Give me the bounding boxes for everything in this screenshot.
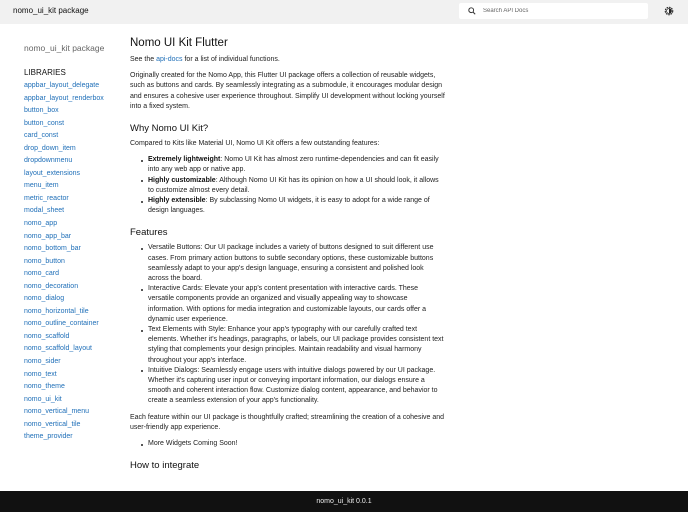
sidebar-item-metric-reactor[interactable]: metric_reactor xyxy=(24,194,69,202)
sidebar-item-layout-extensions[interactable]: layout_extensions xyxy=(24,169,81,177)
feature-item: Versatile Buttons: Our UI package includes a variety of buttons designed to suit different use cases. From primary action buttons to subtle secondary options, these customizable buttons seamlessly adapt to your app's design language, ensuring a consistent and polished look across the board. xyxy=(148,243,446,284)
intro-paragraph: Originally created for the Nomo App, this Flutter UI package offers a collection of reusable widgets, such as buttons and cards. By seamlessly integrating as a submodule, it encourages modular design and ensures a cohesive user experience throughout. Simplify UI development without locking yourself into a fixed system. xyxy=(130,72,445,110)
see-docs-paragraph xyxy=(130,55,446,65)
sidebar-item-appbar-layout-renderbox[interactable]: appbar_layout_renderbox xyxy=(24,94,104,102)
sidebar-item-nomo-dialog[interactable]: nomo_dialog xyxy=(24,295,65,303)
sidebar-item-nomo-vertical-tile[interactable]: nomo_vertical_tile xyxy=(24,420,81,428)
feature-item: Interactive Cards: Elevate your app's content presentation with interactive cards. These versatile components provide an organized and visually appealing way to showcase information. With options for media integration and customizable layouts, our cards offer a dynamic user experience. xyxy=(148,284,446,325)
integrate-heading: How to integrate xyxy=(130,460,200,472)
search-input[interactable] xyxy=(483,8,633,14)
why-item-bold: Highly extensible xyxy=(148,197,206,205)
sidebar-item-theme-provider[interactable]: theme_provider xyxy=(24,433,73,441)
main-content xyxy=(130,36,446,476)
api-docs-link[interactable]: api-docs xyxy=(156,56,183,63)
why-item xyxy=(148,196,446,216)
libraries-heading: LIBRARIES xyxy=(24,68,66,77)
libraries-list xyxy=(24,80,124,444)
sidebar-item-button-box[interactable]: button_box xyxy=(24,107,59,115)
sidebar-item-nomo-sider[interactable]: nomo_sider xyxy=(24,358,61,366)
sidebar-item-drop-down-item[interactable]: drop_down_item xyxy=(24,144,76,152)
why-item-text: : By subclassing Nomo UI widgets, it is easy to adopt for a wide range of design languages. xyxy=(148,197,430,215)
header-title[interactable]: nomo_ui_kit package xyxy=(13,6,89,15)
sidebar-item-nomo-button[interactable]: nomo_button xyxy=(24,257,65,265)
sidebar-item-nomo-bottom-bar[interactable]: nomo_bottom_bar xyxy=(24,245,81,253)
why-item-bold: Highly customizable xyxy=(148,176,216,184)
why-item xyxy=(148,155,446,175)
sidebar-item-nomo-vertical-menu[interactable]: nomo_vertical_menu xyxy=(24,408,89,416)
see-suffix: for a list of individual functions. xyxy=(182,56,280,63)
sidebar-item-card-const[interactable]: card_const xyxy=(24,132,59,140)
sidebar-item-nomo-app-bar[interactable]: nomo_app_bar xyxy=(24,232,72,240)
feature-item: Intuitive Dialogs: Seamlessly engage users with intuitive dialogs powered by our UI package. Whether it's capturing user input or conveying important information, our dialogs ensure a smooth and coherent interaction flow. Customize dialog content, appearance, and behavior to create a seamless extension of your app's functionality. xyxy=(148,366,446,407)
sidebar-item-appbar-layout-delegate[interactable]: appbar_layout_delegate xyxy=(24,82,100,89)
why-heading: Why Nomo UI Kit? xyxy=(130,123,209,135)
features-heading: Features xyxy=(130,227,168,239)
sidebar-item-modal-sheet[interactable]: modal_sheet xyxy=(24,207,65,215)
footer-version: nomo_ui_kit 0.0.1 xyxy=(316,498,372,505)
top-bar xyxy=(0,0,688,24)
search-icon xyxy=(467,6,477,16)
theme-toggle-icon xyxy=(664,3,674,21)
sidebar-item-nomo-text[interactable]: nomo_text xyxy=(24,370,57,378)
features-list xyxy=(148,243,446,406)
footer xyxy=(0,491,688,512)
sidebar-item-dropdownmenu[interactable]: dropdownmenu xyxy=(24,157,73,165)
sidebar-item-nomo-outline-container[interactable]: nomo_outline_container xyxy=(24,320,99,328)
sidebar-item-nomo-card[interactable]: nomo_card xyxy=(24,270,60,278)
sidebar-item-nomo-scaffold[interactable]: nomo_scaffold xyxy=(24,332,70,340)
sidebar-item-nomo-decoration[interactable]: nomo_decoration xyxy=(24,282,79,290)
sidebar-item-nomo-theme[interactable]: nomo_theme xyxy=(24,383,65,391)
search-box[interactable] xyxy=(459,3,648,19)
why-item-bold: Extremely lightweight xyxy=(148,156,221,164)
why-item-text: : Although Nomo UI Kit has its opinion on how a UI should look, it allows to customize almost every detail. xyxy=(148,176,439,194)
sidebar-item-button-const[interactable]: button_const xyxy=(24,119,65,127)
more-list xyxy=(148,439,446,449)
theme-toggle-button[interactable] xyxy=(663,6,674,17)
more-item: More Widgets Coming Soon! xyxy=(148,439,446,449)
sidebar-item-nomo-ui-kit[interactable]: nomo_ui_kit xyxy=(24,395,62,403)
sidebar-item-nomo-scaffold-layout[interactable]: nomo_scaffold_layout xyxy=(24,345,92,353)
why-item-text: : Nomo UI Kit has almost zero runtime-dependencies and can fit easily into any web app or native app. xyxy=(148,156,439,174)
see-prefix: See the xyxy=(130,56,157,63)
sidebar-item-nomo-horizontal-tile[interactable]: nomo_horizontal_tile xyxy=(24,307,89,315)
why-intro: Compared to Kits like Material UI, Nomo UI Kit offers a few outstanding features: xyxy=(130,140,380,148)
sidebar-item-nomo-app[interactable]: nomo_app xyxy=(24,220,58,228)
page-title: Nomo UI Kit Flutter xyxy=(130,37,228,49)
why-item xyxy=(148,176,446,196)
why-list xyxy=(148,155,446,216)
sidebar-package-label: nomo_ui_kit package xyxy=(24,43,105,53)
feature-item: Text Elements with Style: Enhance your app's typography with our carefully crafted text elements. Whether it's headings, paragraphs, or labels, our UI package provides consistent text styling that complements your design principles. Maintain readability and visual harmony throughout your app's interface. xyxy=(148,325,446,366)
sidebar xyxy=(24,30,124,444)
features-outro: Each feature within our UI package is thoughtfully crafted; streamlining the creation of a cohesive and user-friendly app experience. xyxy=(130,413,445,431)
sidebar-item-menu-item[interactable]: menu_item xyxy=(24,182,59,190)
